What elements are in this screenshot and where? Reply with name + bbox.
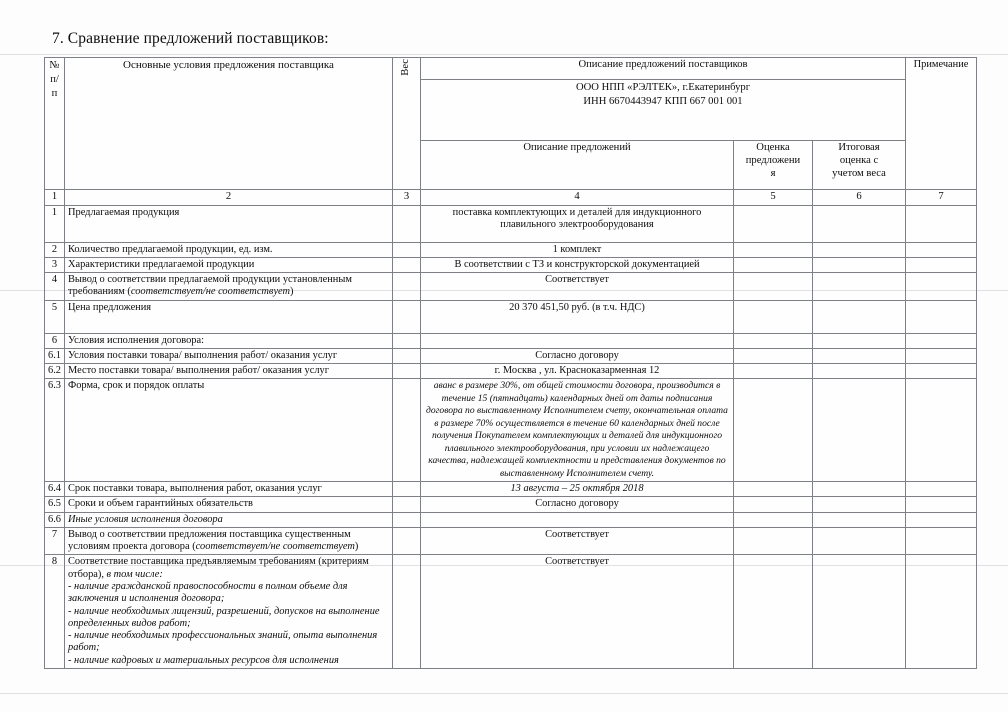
supplier-comparison-table (44, 57, 977, 669)
col-number-6: 6 (813, 190, 906, 206)
row-score (734, 273, 813, 301)
row-weight (393, 257, 421, 272)
row-score (734, 348, 813, 363)
row-score (734, 555, 813, 668)
list-item: - наличие гражданской правоспособности в полном объеме для заключения и исполнения договора; (68, 580, 348, 605)
row-description: Согласно договору (421, 497, 734, 512)
row-weight (393, 242, 421, 257)
row-number: 6.5 (45, 497, 65, 512)
row-note (906, 242, 977, 257)
row-weight (393, 512, 421, 527)
table-row (45, 205, 977, 242)
header-conditions: Основные условия предложения поставщика (65, 58, 393, 190)
row-weighted (813, 482, 906, 497)
table-row (45, 482, 977, 497)
col-number-2: 2 (65, 190, 393, 206)
row-weighted (813, 527, 906, 555)
criteria-list (68, 581, 389, 667)
row-score (734, 333, 813, 348)
row-score (734, 482, 813, 497)
row-weight (393, 273, 421, 301)
row-weighted (813, 348, 906, 363)
row-weight (393, 205, 421, 242)
col-number-3: 3 (393, 190, 421, 206)
row-condition: Характеристики предлагаемой продукции (65, 257, 393, 272)
col-number-4: 4 (421, 190, 734, 206)
comparison-table-container (44, 57, 976, 669)
row-condition-emphasis: в том числе: (106, 568, 163, 580)
row-description: В соответствии с ТЗ и конструкторской документацией (421, 257, 734, 272)
row-number: 6.1 (45, 348, 65, 363)
header-supplier-identity: ООО НПП «РЭЛТЕК», г.Екатеринбург ИНН 6670443947 КПП 667 001 001 (421, 80, 906, 141)
row-weight (393, 555, 421, 668)
row-weight (393, 527, 421, 555)
header-weighted-score: Итоговая оценка с учетом веса (813, 141, 906, 190)
row-number: 2 (45, 242, 65, 257)
row-description: 13 августа – 25 октября 2018 (421, 482, 734, 497)
row-weight (393, 482, 421, 497)
header-num: № п/ п (45, 58, 65, 190)
row-number: 5 (45, 300, 65, 333)
row-condition: Иные условия исполнения договора (65, 512, 393, 527)
row-description: 1 комплект (421, 242, 734, 257)
table-row (45, 379, 977, 482)
row-note (906, 527, 977, 555)
row-condition: Срок поставки товара, выполнения работ, оказания услуг (65, 482, 393, 497)
table-row (45, 257, 977, 272)
table-header-row-1 (45, 58, 977, 80)
column-number-row (45, 190, 977, 206)
list-item: - наличие необходимых лицензий, разрешений, допусков на выполнение определенных видов работ; (68, 605, 380, 629)
table-row (45, 242, 977, 257)
row-number: 3 (45, 257, 65, 272)
row-note (906, 348, 977, 363)
row-condition: Количество предлагаемой продукции, ед. изм. (65, 242, 393, 257)
scan-artifact-line (0, 693, 1008, 694)
row-condition: Место поставки товара/ выполнения работ/ оказания услуг (65, 364, 393, 379)
row-condition: Предлагаемая продукция (65, 205, 393, 242)
table-row (45, 512, 977, 527)
row-note (906, 482, 977, 497)
row-number: 8 (45, 555, 65, 668)
row-condition-tail: ) (290, 286, 294, 298)
row-condition: Сроки и объем гарантийных обязательств (65, 497, 393, 512)
row-note (906, 512, 977, 527)
row-score (734, 512, 813, 527)
row-description: Согласно договору (421, 348, 734, 363)
row-score (734, 300, 813, 333)
row-number: 6.6 (45, 512, 65, 527)
header-suppliers-group: Описание предложений поставщиков (421, 58, 906, 80)
row-note (906, 364, 977, 379)
row-condition: Условия исполнения договора: (65, 333, 393, 348)
row-weighted (813, 242, 906, 257)
row-weighted (813, 257, 906, 272)
row-condition-text: Соответствие поставщика предъявляемым требованиям (критериям отбора), (68, 556, 369, 580)
row-number: 6.4 (45, 482, 65, 497)
row-weighted (813, 333, 906, 348)
row-note (906, 300, 977, 333)
col-number-7: 7 (906, 190, 977, 206)
header-description: Описание предложений (421, 141, 734, 190)
col-number-1: 1 (45, 190, 65, 206)
row-description (421, 333, 734, 348)
row-number: 7 (45, 527, 65, 555)
row-score (734, 379, 813, 482)
col-number-5: 5 (734, 190, 813, 206)
page-title: 7. Сравнение предложений поставщиков: (52, 30, 329, 47)
table-row (45, 333, 977, 348)
row-condition (65, 273, 393, 301)
row-score (734, 205, 813, 242)
row-note (906, 555, 977, 668)
row-condition-tail: ) (354, 541, 359, 553)
row-note (906, 205, 977, 242)
row-note (906, 273, 977, 301)
scan-artifact-line (0, 54, 1008, 55)
row-description: Соответствует (421, 555, 734, 668)
row-condition-emphasis: соответствует/не соответствует (130, 286, 291, 298)
row-weight (393, 348, 421, 363)
row-weighted (813, 512, 906, 527)
row-description: аванс в размере 30%, от общей стоимости договора, производится в течение 15 (пятнадцать) календарных дней от даты подписания договора по выставленному Исполнителем счету, окончательная оплата в размере 70% осуществляется в течение 60 календарных дней после получения Покупателем комплектующих и деталей для индукционного плавильного электрооборудования, при условии их надлежащего качества, надлежащей комплектности и представления документов по выставленному Исполнителем счету. (421, 379, 734, 482)
row-condition-text: Вывод о соответствии предлагаемой продукции установленным требованиям ( (68, 274, 352, 298)
row-weighted (813, 273, 906, 301)
list-item: - наличие кадровых и материальных ресурсов для исполнения (68, 654, 339, 666)
row-weighted (813, 379, 906, 482)
row-description: 20 370 451,50 руб. (в т.ч. НДС) (421, 300, 734, 333)
row-weighted (813, 555, 906, 668)
row-condition: Условия поставки товара/ выполнения работ/ оказания услуг (65, 348, 393, 363)
table-row (45, 273, 977, 301)
row-condition-emphasis: соответствует/не соответствует (195, 541, 355, 553)
row-condition (65, 527, 393, 555)
table-row (45, 497, 977, 512)
row-score (734, 242, 813, 257)
row-weight (393, 300, 421, 333)
row-condition-text: Вывод о соответствии предложения поставщика существенным условиям проекта договора ( (68, 528, 351, 553)
row-weight (393, 497, 421, 512)
row-note (906, 257, 977, 272)
row-note (906, 333, 977, 348)
row-number: 6.3 (45, 379, 65, 482)
table-row (45, 555, 977, 668)
row-score (734, 497, 813, 512)
row-weighted (813, 497, 906, 512)
header-weight: Вес (393, 58, 421, 190)
row-weighted (813, 364, 906, 379)
table-row (45, 300, 977, 333)
table-row (45, 364, 977, 379)
list-item: - наличие необходимых профессиональных знаний, опыта выполнения работ; (68, 630, 378, 654)
row-description: Соответствует (421, 527, 734, 555)
row-number: 6.2 (45, 364, 65, 379)
row-description: поставка комплектующих и деталей для индукционного плавильного электрооборудования (421, 205, 734, 242)
row-condition (65, 555, 393, 668)
row-weight (393, 364, 421, 379)
row-weighted (813, 300, 906, 333)
row-weighted (813, 205, 906, 242)
table-row (45, 348, 977, 363)
row-note (906, 497, 977, 512)
row-number: 1 (45, 205, 65, 242)
row-score (734, 527, 813, 555)
row-description: Соответствует (421, 273, 734, 301)
row-score (734, 257, 813, 272)
row-note (906, 379, 977, 482)
row-condition: Цена предложения (65, 300, 393, 333)
row-weight (393, 379, 421, 482)
row-weight (393, 333, 421, 348)
header-note: Примечание (906, 58, 977, 190)
row-score (734, 364, 813, 379)
row-number: 4 (45, 273, 65, 301)
row-condition: Форма, срок и порядок оплаты (65, 379, 393, 482)
row-description: г. Москва , ул. Красноказарменная 12 (421, 364, 734, 379)
table-row (45, 527, 977, 555)
row-description (421, 512, 734, 527)
header-score: Оценка предложени я (734, 141, 813, 190)
row-number: 6 (45, 333, 65, 348)
